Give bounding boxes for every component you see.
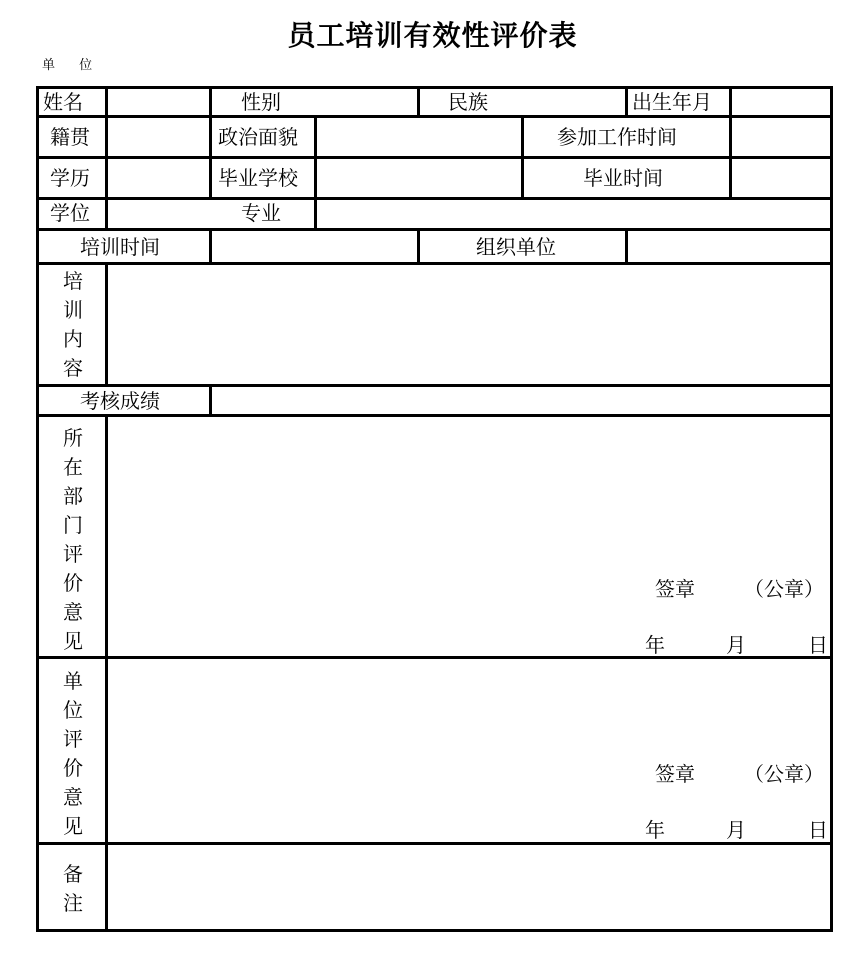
grad-time-label: 毕业时间 (583, 166, 663, 190)
education-label: 学历 (50, 166, 90, 190)
major-field[interactable] (317, 200, 830, 228)
dept-month-label: 月 (726, 633, 746, 657)
ethnicity-field[interactable] (520, 89, 625, 115)
organizer-label: 组织单位 (476, 235, 556, 259)
political-label: 政治面貌 (218, 125, 298, 149)
work-start-field[interactable] (732, 118, 830, 156)
major-label: 专业 (241, 201, 281, 225)
unit-eval-label: 单 位 评 价 意 见 (63, 669, 83, 838)
unit-eval-field[interactable] (108, 659, 830, 842)
dept-eval-label: 所 在 部 门 评 价 意 见 (63, 426, 83, 653)
birth-field[interactable] (732, 89, 830, 115)
gender-label: 性别 (241, 90, 281, 114)
content-field[interactable] (108, 265, 830, 384)
degree-label: 学位 (50, 201, 90, 225)
train-time-field[interactable] (212, 231, 417, 262)
dept-signature-label: 签章 (655, 577, 695, 601)
organizer-field[interactable] (628, 231, 830, 262)
content-label: 培 训 内 容 (63, 269, 83, 380)
remarks-field[interactable] (108, 845, 830, 929)
dept-day-label: 日 (808, 633, 828, 657)
name-field[interactable] (108, 89, 209, 115)
gender-field[interactable] (320, 89, 417, 115)
dept-seal-label: （公章） (744, 577, 824, 601)
remarks-label: 备 注 (63, 862, 83, 915)
dept-eval-field[interactable] (108, 417, 830, 656)
name-label: 姓名 (43, 90, 83, 114)
ethnicity-label: 民族 (448, 90, 488, 114)
unit-signature-label: 签章 (655, 762, 695, 786)
unit-label: 单 位 (42, 58, 103, 73)
hometown-field[interactable] (108, 118, 209, 156)
degree-field[interactable] (108, 200, 209, 228)
school-label: 毕业学校 (218, 166, 298, 190)
school-field[interactable] (317, 159, 521, 197)
dept-year-label: 年 (645, 633, 665, 657)
score-label: 考核成绩 (80, 389, 160, 413)
unit-month-label: 月 (726, 818, 746, 842)
unit-year-label: 年 (645, 818, 665, 842)
unit-seal-label: （公章） (744, 762, 824, 786)
hometown-label: 籍贯 (50, 125, 90, 149)
unit-day-label: 日 (808, 818, 828, 842)
grad-time-field[interactable] (732, 159, 830, 197)
political-field[interactable] (317, 118, 521, 156)
score-field[interactable] (212, 387, 830, 414)
education-field[interactable] (108, 159, 209, 197)
work-start-label: 参加工作时间 (557, 125, 677, 149)
birth-label: 出生年月 (632, 90, 712, 114)
train-time-label: 培训时间 (80, 235, 160, 259)
form-title: 员工培训有效性评价表 (287, 19, 578, 52)
